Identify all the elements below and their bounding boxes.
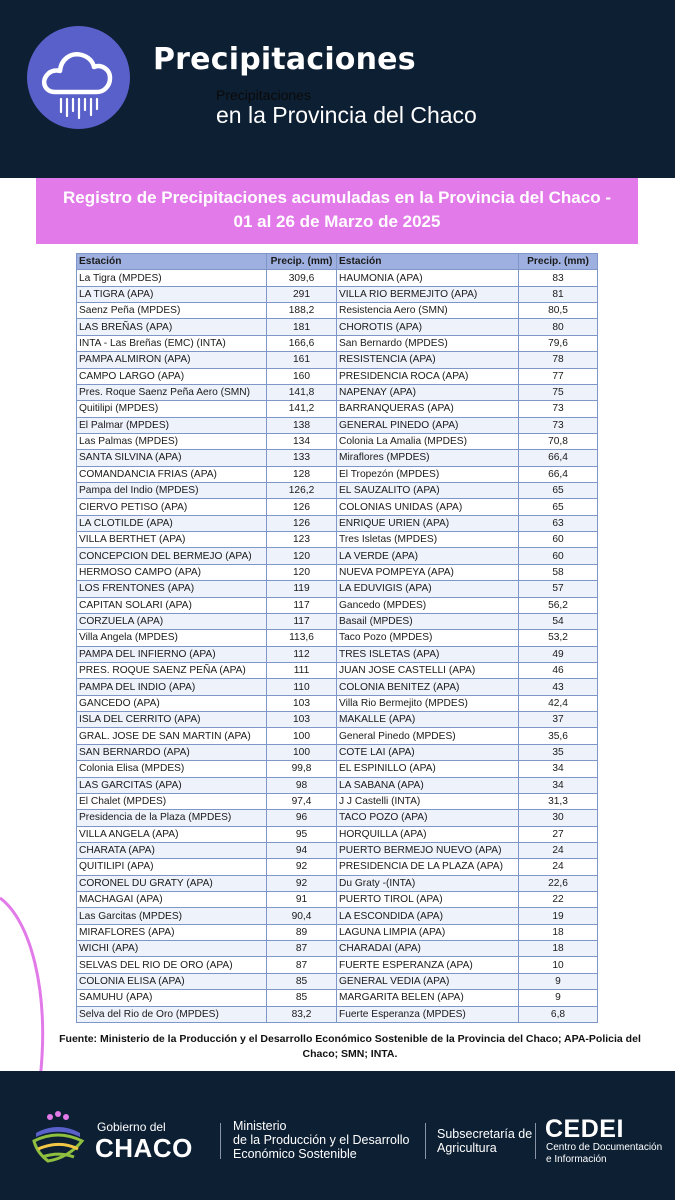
station-cell: FUERTE ESPERANZA (APA) <box>337 957 519 973</box>
station-cell: GENERAL PINEDO (APA) <box>337 417 519 433</box>
precip-cell: 134 <box>267 433 337 449</box>
table-row <box>77 973 598 989</box>
precip-cell: 113,6 <box>267 630 337 646</box>
precip-cell: 35,6 <box>519 728 598 744</box>
precip-cell: 10 <box>519 957 598 973</box>
table-row <box>77 466 598 482</box>
station-cell: Basail (MPDES) <box>337 613 519 629</box>
precip-cell: 87 <box>267 941 337 957</box>
station-cell: CAPITAN SOLARI (APA) <box>77 597 267 613</box>
precip-cell: 18 <box>519 941 598 957</box>
station-cell: CHARADAI (APA) <box>337 941 519 957</box>
header-station-1: Estación <box>77 254 267 270</box>
precip-cell: 18 <box>519 924 598 940</box>
table-body <box>77 270 598 1023</box>
precip-cell: 128 <box>267 466 337 482</box>
header-precip-1: Precip. (mm) <box>267 254 337 270</box>
precip-cell: 92 <box>267 859 337 875</box>
station-cell: Miraflores (MPDES) <box>337 450 519 466</box>
precip-cell: 42,4 <box>519 695 598 711</box>
precip-cell: 24 <box>519 842 598 858</box>
table-row <box>77 450 598 466</box>
table-row <box>77 532 598 548</box>
table-row <box>77 810 598 826</box>
precip-cell: 87 <box>267 957 337 973</box>
precip-cell: 37 <box>519 712 598 728</box>
precip-cell: 160 <box>267 368 337 384</box>
subsecretaria-line: Subsecretaría de <box>437 1127 533 1141</box>
station-cell: PUERTO TIROL (APA) <box>337 892 519 908</box>
station-cell: COLONIAS UNIDAS (APA) <box>337 499 519 515</box>
precip-cell: 126 <box>267 499 337 515</box>
precip-cell: 53,2 <box>519 630 598 646</box>
table-row <box>77 335 598 351</box>
station-cell: LAS GARCITAS (APA) <box>77 777 267 793</box>
subsecretaria-label <box>437 1127 532 1155</box>
station-cell: MAKALLE (APA) <box>337 712 519 728</box>
precip-cell: 119 <box>267 581 337 597</box>
table-row <box>77 712 598 728</box>
table-row <box>77 564 598 580</box>
station-cell: WICHI (APA) <box>77 941 267 957</box>
table-row <box>77 597 598 613</box>
table-row <box>77 777 598 793</box>
table-header-row <box>77 254 598 270</box>
precip-cell: 96 <box>267 810 337 826</box>
station-cell: COLONIA ELISA (APA) <box>77 973 267 989</box>
precip-cell: 97,4 <box>267 793 337 809</box>
ministerio-line: de la Producción y el Desarrollo <box>233 1133 410 1147</box>
table-row <box>77 859 598 875</box>
table-row <box>77 908 598 924</box>
station-cell: CHOROTIS (APA) <box>337 319 519 335</box>
precip-cell: 91 <box>267 892 337 908</box>
table-row <box>77 515 598 531</box>
precip-cell: 58 <box>519 564 598 580</box>
station-cell: CORZUELA (APA) <box>77 613 267 629</box>
table-row <box>77 613 598 629</box>
station-cell: HERMOSO CAMPO (APA) <box>77 564 267 580</box>
precip-cell: 31,3 <box>519 793 598 809</box>
station-cell: MARGARITA BELEN (APA) <box>337 990 519 1006</box>
station-cell: COTE LAI (APA) <box>337 744 519 760</box>
table-row <box>77 679 598 695</box>
station-cell: HORQUILLA (APA) <box>337 826 519 842</box>
station-cell: Du Graty -(INTA) <box>337 875 519 891</box>
station-cell: Taco Pozo (MPDES) <box>337 630 519 646</box>
precip-cell: 77 <box>519 368 598 384</box>
precip-cell: 78 <box>519 352 598 368</box>
station-cell: COLONIA BENITEZ (APA) <box>337 679 519 695</box>
ministerio-label <box>233 1119 409 1161</box>
station-cell: LAS BREÑAS (APA) <box>77 319 267 335</box>
precip-cell: 46 <box>519 662 598 678</box>
table-row <box>77 499 598 515</box>
station-cell: BARRANQUERAS (APA) <box>337 401 519 417</box>
station-cell: Villa Angela (MPDES) <box>77 630 267 646</box>
table-row <box>77 483 598 499</box>
station-cell: VILLA ANGELA (APA) <box>77 826 267 842</box>
station-cell: PRESIDENCIA DE LA PLAZA (APA) <box>337 859 519 875</box>
precip-cell: 79,6 <box>519 335 598 351</box>
table-row <box>77 303 598 319</box>
table-row <box>77 384 598 400</box>
station-cell: VILLA BERTHET (APA) <box>77 532 267 548</box>
precip-cell: 85 <box>267 990 337 1006</box>
precip-cell: 9 <box>519 990 598 1006</box>
station-cell: Pres. Roque Saenz Peña Aero (SMN) <box>77 384 267 400</box>
precip-cell: 19 <box>519 908 598 924</box>
station-cell: Las Palmas (MPDES) <box>77 433 267 449</box>
cloud-rain-icon <box>27 26 130 129</box>
station-cell: HAUMONIA (APA) <box>337 270 519 286</box>
precip-cell: 123 <box>267 532 337 548</box>
station-cell: LAGUNA LIMPIA (APA) <box>337 924 519 940</box>
precip-cell: 80,5 <box>519 303 598 319</box>
station-cell: EL SAUZALITO (APA) <box>337 483 519 499</box>
table-row <box>77 957 598 973</box>
precip-cell: 117 <box>267 613 337 629</box>
header-precip-2: Precip. (mm) <box>519 254 598 270</box>
precipitation-table <box>76 253 598 1023</box>
station-cell: TACO POZO (APA) <box>337 810 519 826</box>
station-cell: LA ESCONDIDA (APA) <box>337 908 519 924</box>
subsecretaria-line: Agricultura <box>437 1141 497 1155</box>
station-cell: Quitilipi (MPDES) <box>77 401 267 417</box>
precip-cell: 85 <box>267 973 337 989</box>
table-row <box>77 1006 598 1022</box>
precip-cell: 161 <box>267 352 337 368</box>
table-row <box>77 662 598 678</box>
station-cell: Gancedo (MPDES) <box>337 597 519 613</box>
ghost-title: Precipitaciones <box>216 87 311 103</box>
precip-cell: 80 <box>519 319 598 335</box>
chaco-label: CHACO <box>95 1133 193 1163</box>
source-line-1: Fuente: Ministerio de la Producción y el Desarrollo Económico Sostenible de la Provincia del Chaco; APA-Policia del <box>59 1033 641 1045</box>
precip-cell: 126,2 <box>267 483 337 499</box>
station-cell: San Bernardo (MPDES) <box>337 335 519 351</box>
table-row <box>77 842 598 858</box>
station-cell: VILLA RIO BERMEJITO (APA) <box>337 286 519 302</box>
banner-line-2: 01 al 26 de Marzo de 2025 <box>233 212 441 231</box>
station-cell: ISLA DEL CERRITO (APA) <box>77 712 267 728</box>
precip-cell: 90,4 <box>267 908 337 924</box>
precip-cell: 63 <box>519 515 598 531</box>
precip-cell: 70,8 <box>519 433 598 449</box>
station-cell: LA CLOTILDE (APA) <box>77 515 267 531</box>
station-cell: RESISTENCIA (APA) <box>337 352 519 368</box>
station-cell: EL ESPINILLO (APA) <box>337 761 519 777</box>
page-subtitle: en la Provincia del Chaco <box>216 102 477 128</box>
precip-cell: 166,6 <box>267 335 337 351</box>
precip-cell: 83 <box>519 270 598 286</box>
precip-cell: 83,2 <box>267 1006 337 1022</box>
station-cell: CONCEPCION DEL BERMEJO (APA) <box>77 548 267 564</box>
precip-cell: 141,2 <box>267 401 337 417</box>
table-row <box>77 319 598 335</box>
station-cell: PRES. ROQUE SAENZ PEÑA (APA) <box>77 662 267 678</box>
station-cell: COMANDANCIA FRIAS (APA) <box>77 466 267 482</box>
precip-cell: 112 <box>267 646 337 662</box>
station-cell: SELVAS DEL RIO DE ORO (APA) <box>77 957 267 973</box>
station-cell: Presidencia de la Plaza (MPDES) <box>77 810 267 826</box>
station-cell: Saenz Peña (MPDES) <box>77 303 267 319</box>
precip-cell: 309,6 <box>267 270 337 286</box>
precip-cell: 291 <box>267 286 337 302</box>
table-row <box>77 286 598 302</box>
table-row <box>77 892 598 908</box>
table-row <box>77 368 598 384</box>
station-cell: J J Castelli (INTA) <box>337 793 519 809</box>
station-cell: PAMPA DEL INFIERNO (APA) <box>77 646 267 662</box>
banner-line-1: Registro de Precipitaciones acumuladas en la Provincia del Chaco - <box>63 188 611 207</box>
station-cell: Villa Rio Bermejito (MPDES) <box>337 695 519 711</box>
table-row <box>77 270 598 286</box>
station-cell: El Chalet (MPDES) <box>77 793 267 809</box>
station-cell: CHARATA (APA) <box>77 842 267 858</box>
precip-cell: 111 <box>267 662 337 678</box>
cedei-label: CEDEI <box>545 1115 624 1143</box>
precip-cell: 65 <box>519 483 598 499</box>
station-cell: Tres Isletas (MPDES) <box>337 532 519 548</box>
gobierno-label: Gobierno del <box>97 1120 166 1134</box>
precip-cell: 94 <box>267 842 337 858</box>
station-cell: CIERVO PETISO (APA) <box>77 499 267 515</box>
gobierno-chaco-logo-icon <box>30 1111 86 1171</box>
station-cell: Fuerte Esperanza (MPDES) <box>337 1006 519 1022</box>
precip-cell: 34 <box>519 777 598 793</box>
ministerio-line: Ministerio <box>233 1119 287 1133</box>
table-row <box>77 548 598 564</box>
table-row <box>77 401 598 417</box>
station-cell: SAMUHU (APA) <box>77 990 267 1006</box>
precip-cell: 60 <box>519 548 598 564</box>
precip-cell: 60 <box>519 532 598 548</box>
precip-cell: 126 <box>267 515 337 531</box>
precip-cell: 98 <box>267 777 337 793</box>
precip-cell: 110 <box>267 679 337 695</box>
footer <box>0 1071 675 1200</box>
header <box>0 0 675 178</box>
station-cell: Resistencia Aero (SMN) <box>337 303 519 319</box>
station-cell: LA VERDE (APA) <box>337 548 519 564</box>
table-row <box>77 728 598 744</box>
report-banner <box>36 178 638 244</box>
station-cell: El Palmar (MPDES) <box>77 417 267 433</box>
station-cell: INTA - Las Breñas (EMC) (INTA) <box>77 335 267 351</box>
precip-cell: 6,8 <box>519 1006 598 1022</box>
precip-cell: 66,4 <box>519 466 598 482</box>
precip-cell: 54 <box>519 613 598 629</box>
precip-cell: 99,8 <box>267 761 337 777</box>
precip-cell: 34 <box>519 761 598 777</box>
station-cell: LA SABANA (APA) <box>337 777 519 793</box>
precip-cell: 43 <box>519 679 598 695</box>
table-row <box>77 433 598 449</box>
footer-divider <box>535 1123 536 1159</box>
station-cell: GENERAL VEDIA (APA) <box>337 973 519 989</box>
station-cell: TRES ISLETAS (APA) <box>337 646 519 662</box>
precip-cell: 141,8 <box>267 384 337 400</box>
precip-cell: 188,2 <box>267 303 337 319</box>
station-cell: MIRAFLORES (APA) <box>77 924 267 940</box>
precip-cell: 22 <box>519 892 598 908</box>
source-line-2: Chaco; SMN; INTA. <box>302 1048 398 1060</box>
station-cell: QUITILIPI (APA) <box>77 859 267 875</box>
station-cell: CORONEL DU GRATY (APA) <box>77 875 267 891</box>
table-row <box>77 826 598 842</box>
table-row <box>77 941 598 957</box>
precip-cell: 66,4 <box>519 450 598 466</box>
precip-cell: 57 <box>519 581 598 597</box>
table-row <box>77 352 598 368</box>
cedei-line: e Información <box>546 1154 607 1165</box>
cedei-line: Centro de Documentación <box>546 1142 663 1153</box>
precip-cell: 103 <box>267 712 337 728</box>
station-cell: LOS FRENTONES (APA) <box>77 581 267 597</box>
station-cell: PAMPA ALMIRON (APA) <box>77 352 267 368</box>
station-cell: JUAN JOSE CASTELLI (APA) <box>337 662 519 678</box>
precip-cell: 81 <box>519 286 598 302</box>
station-cell: PAMPA DEL INDIO (APA) <box>77 679 267 695</box>
station-cell: ENRIQUE URIEN (APA) <box>337 515 519 531</box>
station-cell: PUERTO BERMEJO NUEVO (APA) <box>337 842 519 858</box>
precip-cell: 9 <box>519 973 598 989</box>
precip-cell: 35 <box>519 744 598 760</box>
station-cell: Las Garcitas (MPDES) <box>77 908 267 924</box>
table-row <box>77 990 598 1006</box>
precip-cell: 103 <box>267 695 337 711</box>
precip-cell: 133 <box>267 450 337 466</box>
station-cell: Selva del Rio de Oro (MPDES) <box>77 1006 267 1022</box>
precip-cell: 22,6 <box>519 875 598 891</box>
station-cell: Pampa del Indio (MPDES) <box>77 483 267 499</box>
station-cell: MACHAGAI (APA) <box>77 892 267 908</box>
precip-cell: 49 <box>519 646 598 662</box>
footer-divider <box>220 1123 221 1159</box>
station-cell: SAN BERNARDO (APA) <box>77 744 267 760</box>
precip-cell: 120 <box>267 564 337 580</box>
precip-cell: 95 <box>267 826 337 842</box>
table-row <box>77 581 598 597</box>
table-row <box>77 793 598 809</box>
precip-cell: 100 <box>267 728 337 744</box>
table-row <box>77 646 598 662</box>
precip-cell: 120 <box>267 548 337 564</box>
precip-cell: 65 <box>519 499 598 515</box>
ministerio-line: Económico Sostenible <box>233 1147 357 1161</box>
precip-cell: 73 <box>519 401 598 417</box>
precip-cell: 181 <box>267 319 337 335</box>
page-title: Precipitaciones <box>153 42 416 77</box>
station-cell: GANCEDO (APA) <box>77 695 267 711</box>
table-row <box>77 875 598 891</box>
table-row <box>77 630 598 646</box>
station-cell: PRESIDENCIA ROCA (APA) <box>337 368 519 384</box>
station-cell: El Tropezón (MPDES) <box>337 466 519 482</box>
table-row <box>77 417 598 433</box>
station-cell: SANTA SILVINA (APA) <box>77 450 267 466</box>
station-cell: General Pinedo (MPDES) <box>337 728 519 744</box>
precip-cell: 92 <box>267 875 337 891</box>
header-station-2: Estación <box>337 254 519 270</box>
station-cell: NUEVA POMPEYA (APA) <box>337 564 519 580</box>
station-cell: CAMPO LARGO (APA) <box>77 368 267 384</box>
station-cell: Colonia Elisa (MPDES) <box>77 761 267 777</box>
table-row <box>77 744 598 760</box>
precip-cell: 89 <box>267 924 337 940</box>
station-cell: La Tigra (MPDES) <box>77 270 267 286</box>
precip-cell: 73 <box>519 417 598 433</box>
precip-cell: 30 <box>519 810 598 826</box>
precip-cell: 56,2 <box>519 597 598 613</box>
precip-cell: 24 <box>519 859 598 875</box>
table-row <box>77 761 598 777</box>
station-cell: NAPENAY (APA) <box>337 384 519 400</box>
source-note <box>40 1032 660 1062</box>
precip-cell: 138 <box>267 417 337 433</box>
station-cell: Colonia La Amalia (MPDES) <box>337 433 519 449</box>
precip-cell: 27 <box>519 826 598 842</box>
cedei-subtitle <box>546 1142 662 1166</box>
station-cell: LA TIGRA (APA) <box>77 286 267 302</box>
station-cell: LA EDUVIGIS (APA) <box>337 581 519 597</box>
precip-cell: 100 <box>267 744 337 760</box>
precip-cell: 75 <box>519 384 598 400</box>
precip-cell: 117 <box>267 597 337 613</box>
footer-divider <box>425 1123 426 1159</box>
station-cell: GRAL. JOSE DE SAN MARTIN (APA) <box>77 728 267 744</box>
table-row <box>77 924 598 940</box>
table-row <box>77 695 598 711</box>
